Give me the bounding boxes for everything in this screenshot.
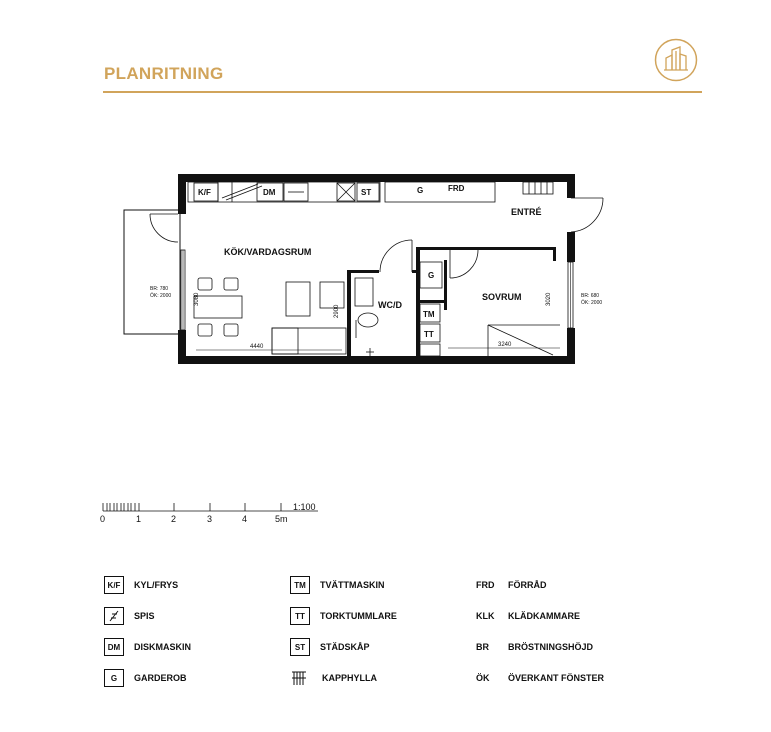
legend-label: GARDEROB: [134, 673, 187, 683]
legend-label: KLÄDKAMMARE: [508, 611, 580, 621]
scale-tick-1: 1: [136, 514, 142, 524]
legend-item: [290, 607, 397, 625]
fixture-dm: DM: [263, 188, 276, 197]
dim-3240: 3240: [498, 342, 512, 348]
legend-abbr: ÖK: [476, 673, 490, 683]
page-title: PLANRITNING: [104, 64, 224, 83]
legend-label: KYL/FRYS: [134, 580, 179, 590]
legend-item: [290, 669, 377, 687]
legend-label: ÖVERKANT FÖNSTER: [508, 673, 605, 683]
dim-2900: 2900: [334, 304, 340, 318]
dim-4440: 4440: [250, 344, 264, 350]
door-bedroom: [450, 250, 478, 278]
scale-ratio: 1:100: [293, 502, 316, 512]
fixture-tm: TM: [423, 310, 435, 319]
legend-item: [104, 669, 187, 687]
legend-abbr: KLK: [476, 611, 495, 621]
legend-item: [476, 669, 604, 687]
fixture-g-top: G: [417, 186, 424, 195]
scale-tick-0: 0: [100, 514, 106, 524]
window-right: [568, 262, 573, 328]
legend-item: [104, 638, 191, 656]
scale-tick-2: 2: [171, 514, 177, 524]
scale-tick-3: 3: [207, 514, 213, 524]
legend-item: [290, 638, 370, 656]
legend-abbr: BR: [476, 642, 489, 652]
dim-3080: 3080: [194, 292, 200, 306]
legend-label: KAPPHYLLA: [322, 673, 378, 683]
fixture-st: ST: [361, 188, 372, 197]
balcony: [124, 210, 180, 334]
legend-item: [476, 607, 580, 625]
legend-item: [104, 576, 178, 594]
door-entrance: [571, 198, 603, 232]
window-left-ok: ÖK: 2000: [150, 293, 172, 299]
room-label-bedroom: SOVRUM: [482, 292, 522, 302]
bathroom-fixtures: [355, 278, 378, 356]
room-label-entrance: ENTRÉ: [511, 207, 542, 217]
legend-label: FÖRRÅD: [508, 580, 547, 590]
wardrobe-icon: G: [104, 669, 124, 687]
door-bathroom: [380, 240, 412, 272]
scale-tick-5m: 5m: [275, 514, 288, 524]
fixture-frd: FRD: [448, 184, 465, 193]
legend-item: [290, 576, 385, 594]
legend-label: STÄDSKÅP: [320, 642, 370, 652]
fixture-tt: TT: [424, 330, 434, 339]
legend-label: SPIS: [134, 611, 155, 621]
scale-bar: [103, 503, 318, 511]
room-label-kitchen-living: KÖK/VARDAGSRUM: [224, 247, 312, 257]
fridge-freezer-icon: K/F: [104, 576, 124, 594]
stove-icon: [104, 607, 124, 625]
window-left-br: BR: 780: [150, 286, 169, 292]
window-right-br: BR: 680: [581, 293, 600, 299]
scale-tick-4: 4: [242, 514, 248, 524]
bedroom-furniture: [420, 262, 560, 356]
fixture-g-bed: G: [428, 271, 435, 280]
legend-item: [476, 576, 547, 594]
window-right-ok: ÖK: 2000: [581, 300, 603, 306]
legend-item: [104, 607, 155, 625]
dishwasher-icon: DM: [104, 638, 124, 656]
window-left: [181, 250, 185, 330]
dim-3020: 3020: [546, 292, 552, 306]
tumble-dryer-icon: TT: [290, 607, 310, 625]
dining-table: [194, 278, 242, 336]
washing-machine-icon: TM: [290, 576, 310, 594]
legend-label: TORKTUMMLARE: [320, 611, 397, 621]
legend-abbr: FRD: [476, 580, 495, 590]
room-label-bathroom: WC/D: [378, 300, 402, 310]
door-balcony: [150, 214, 178, 242]
legend-label: BRÖSTNINGSHÖJD: [508, 642, 594, 652]
legend-label: DISKMASKIN: [134, 642, 192, 652]
legend-label: TVÄTTMASKIN: [320, 580, 385, 590]
coat-rack-icon: [290, 669, 312, 687]
cleaning-cabinet-icon: ST: [290, 638, 310, 656]
legend-item: [476, 638, 593, 656]
fixture-kf: K/F: [198, 188, 211, 197]
